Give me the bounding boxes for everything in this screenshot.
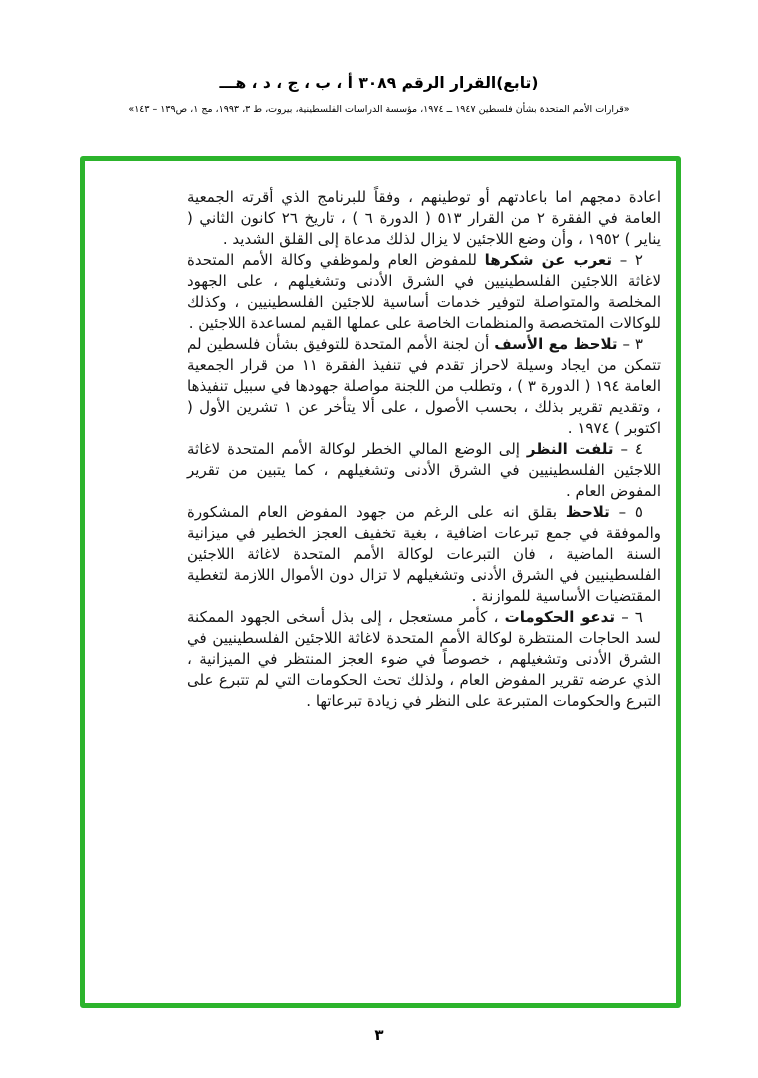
paragraph-lead: تدعو الحكومات [504,608,615,626]
paragraph-number: ٥ – [618,503,643,521]
paragraph-number: ٣ – [622,335,643,353]
paragraph-number: ٢ – [619,251,643,269]
paragraph-text: أن لجنة الأمم المتحدة للتوفيق بشأن فلسطين لم تتمكن من ايجاد وسيلة لاحراز تقدم في تنفيذ الفقرة ١١ من قرار الجمعية العامة ١٩٤ ( الدورة ٣ ) ، وتطلب من اللجنة مواصلة جهودها في سبيل تنفيذها ، وتقديم تقرير بذلك ، بحسب الأصول ، على ألا يتأخر عن ١ تشرين الأول ( اكتوبر ) ١٩٧٤ . [187,335,662,437]
paragraph-lead: تعرب عن شكرها [484,251,613,269]
page-number: ٣ [374,1026,384,1044]
paragraph-4 [187,439,661,502]
text-column [187,187,661,712]
paragraph-text: ، كأمر مستعجل ، إلى بذل أسخى الجهود الممكنة لسد الحاجات المنتظرة لوكالة الأمم المتحدة لاغاثة اللاجئين الفلسطينيين في الشرق الأدنى وتشغيلهم ، خصوصاً في ضوء العجز المنتظر في الميزانية ، الذي عرضه تقرير المفوض العام ، ولذلك تحث الحكومات التي لم تتبرع على التبرع والحكومات المتبرعة على النظر في زيادة تبرعاتها . [187,608,661,710]
green-border-box [80,156,681,1008]
paragraph-text: اعادة دمجهم اما باعادتهم أو توطينهم ، وفقاً للبرنامج الذي أقرته الجمعية العامة في الفقرة ٢ من القرار ٥١٣ ( الدورة ٦ ) ، تاريخ ٢٦ كانون الثاني ( يناير ) ١٩٥٢ ، وأن وضع اللاجئين لا يزال لذلك مدعاة إلى القلق الشديد . [187,188,662,248]
paragraph-continuation [187,187,661,250]
paragraph-text: للمفوض العام ولموظفي وكالة الأمم المتحدة لاغاثة اللاجئين الفلسطينيين في الشرق الأدنى وتشغيلهم ، على الجهود المخلصة والمتواصلة لتوفير خدمات أساسية للاجئين الفلسطينيين ، وكذلك للوكالات المتخصصة والمنظمات الخاصة على عملها القيم لمساعدة اللاجئين . [187,251,661,332]
paragraph-lead: تلاحظ مع الأسف [494,335,618,353]
paragraph-lead: تلفت النظر [526,440,614,458]
document-header [0,74,758,115]
document-source-line: «قرارات الأمم المتحدة بشأن فلسطين ١٩٤٧ ــ ١٩٧٤، مؤسسة الدراسات الفلسطينية، بيروت، ط ٣، ١٩٩٣، مج ١، ص١٣٩ – ١٤٣» [128,104,630,115]
paragraph-lead: تلاحظ [565,503,610,521]
document-title: (تابع)القرار الرقم ٣٠٨٩ أ ، ب ، ج ، د ، هـــ [219,74,539,92]
paragraph-5 [187,502,661,607]
paragraph-number: ٤ – [620,440,643,458]
paragraph-3 [187,334,661,439]
paragraph-number: ٦ – [621,608,643,626]
paragraph-text: إلى الوضع المالي الخطر لوكالة الأمم المتحدة لاغاثة اللاجئين الفلسطينيين في الشرق الأدنى وتشغيلهم ، كما يتبين من تقرير المفوض العام . [187,440,661,500]
paragraph-text: بقلق انه على الرغم من جهود المفوض العام المشكورة والموفقة في جمع تبرعات اضافية ، بغية تخفيف العجز الخطير في ميزانية السنة الماضية ، فان التبرعات لوكالة الأمم المتحدة لاغاثة اللاجئين الفلسطينيين في الشرق الأدنى وتشغيلهم لا تزال دون الأموال اللازمة لتغطية المقتضيات الأساسية للموازنة . [187,503,661,605]
paragraph-2 [187,250,661,334]
paragraph-6 [187,607,661,712]
